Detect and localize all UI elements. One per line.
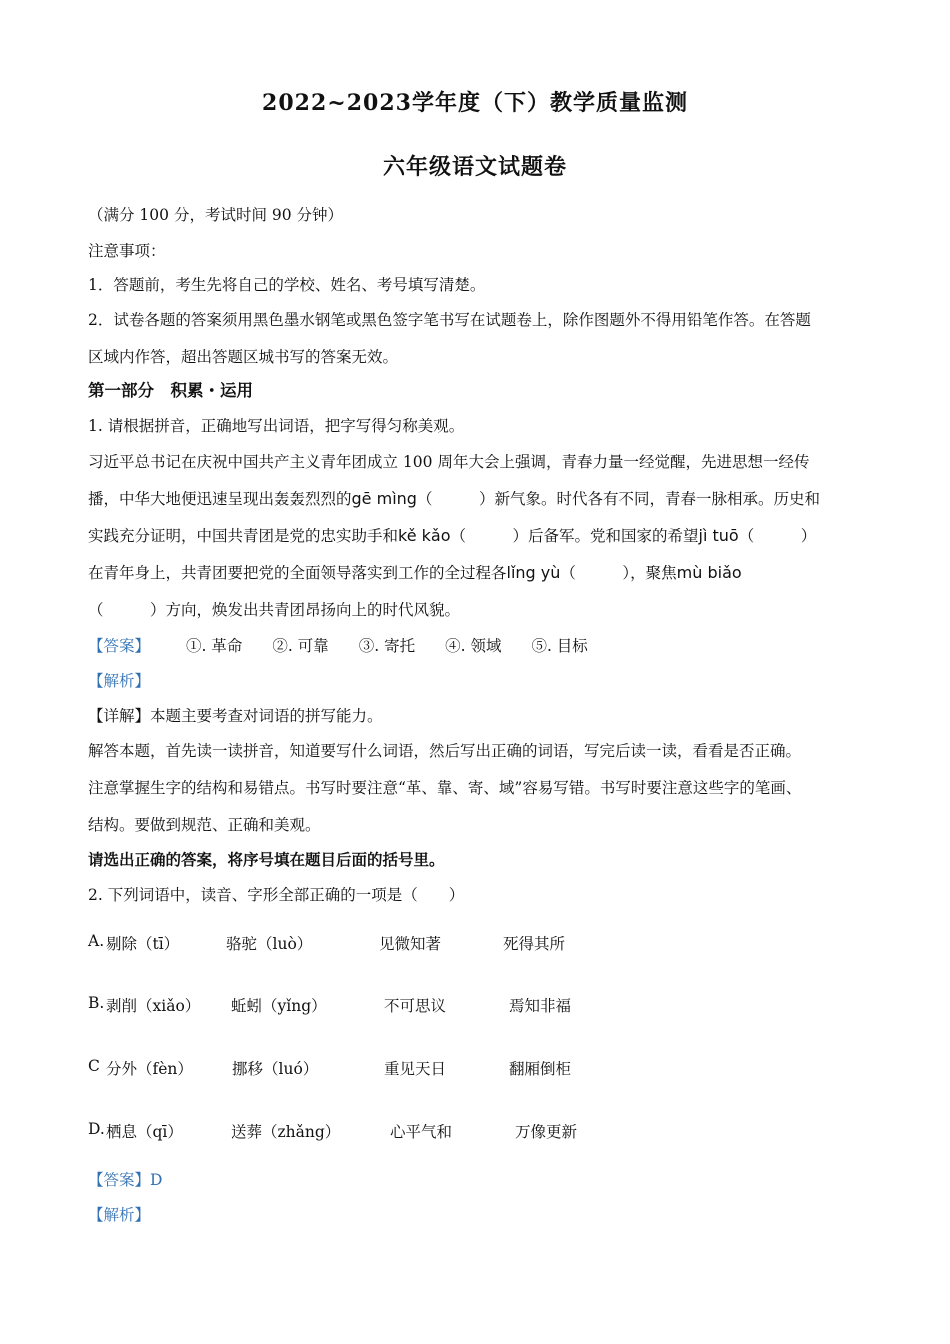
- answer-blank-4[interactable]: （ ），聚焦: [560, 564, 677, 582]
- detail-text: 本题主要考查对词语的拼写能力。: [150, 707, 383, 725]
- answer-blank-3[interactable]: （ ）: [738, 527, 817, 545]
- pinyin-mubiao: mù biǎo: [676, 563, 742, 582]
- text-segment: 在青年身上，共青团要把党的全面领导落实到工作的全过程各: [88, 564, 507, 582]
- q1-paragraph-line-3: [88, 526, 816, 546]
- q1-detail: [88, 706, 383, 726]
- pinyin-kekao: kě kǎo: [398, 526, 451, 545]
- answer-item: ②. 可靠: [272, 637, 329, 655]
- option-word-2: 骆驼（luò）: [226, 935, 313, 953]
- answer-item: ④. 领域: [445, 637, 502, 655]
- pinyin-geming: gē mìng: [351, 489, 417, 508]
- q1-paragraph-line-4: [88, 563, 742, 583]
- text-segment: 播，中华大地便迅速呈现出轰轰烈烈的: [88, 490, 352, 508]
- notice-item-2-cont: 区域内作答，超出答题区城书写的答案无效。: [88, 348, 399, 366]
- option-word-4: 焉知非福: [509, 997, 572, 1015]
- answer-item: ③. 寄托: [358, 637, 416, 655]
- option-label: A.: [88, 932, 105, 950]
- answer-blank-1[interactable]: （ ）新气象。时代各有不同，青春一脉相承。历史和: [416, 490, 820, 508]
- notice-heading: 注意事项：: [88, 242, 166, 260]
- option-word-2: 送葬（zhǎng）: [231, 1123, 341, 1141]
- option-word-4: 死得其所: [503, 935, 566, 953]
- option-word-3: 不可思议: [384, 997, 447, 1015]
- answer-label: 【答案】: [88, 1171, 151, 1189]
- answer-item: ⑤. 目标: [531, 637, 588, 655]
- option-word-3: 心平气和: [390, 1123, 453, 1141]
- option-word-1: 剔除（tī）: [106, 935, 180, 953]
- option-word-2: 挪移（luó）: [232, 1060, 319, 1078]
- section-heading: 第一部分 积累・运用: [88, 381, 253, 400]
- answer-label: 【答案】: [88, 637, 151, 655]
- text-segment: 实践充分证明，中国共青团是党的忠实助手和: [88, 527, 399, 545]
- option-word-1: 分外（fèn）: [106, 1060, 193, 1078]
- score-time-note: （满分 100 分，考试时间 90 分钟）: [88, 206, 344, 224]
- q1-paragraph-line-1: 习近平总书记在庆祝中国共产主义青年团成立 100 周年大会上强调，青春力量一经觉醒，先进思想一经传: [88, 453, 810, 471]
- option-word-3: 重见天日: [384, 1060, 447, 1078]
- option-word-4: 万像更新: [515, 1123, 578, 1141]
- answer-blank-5-line[interactable]: （ ）方向，焕发出共青团昂扬向上的时代风貌。: [88, 601, 461, 619]
- q1-explanation-1: 解答本题，首先读一读拼音，知道要写什么词语，然后写出正确的词语，写完后读一读，看看是否正确。: [88, 742, 802, 760]
- q1-explanation-3: 结构。要做到规范、正确和美观。: [88, 816, 321, 834]
- answer-blank-2[interactable]: （ ）后备军。党和国家的希望: [450, 527, 699, 545]
- answer-value: D: [150, 1171, 163, 1189]
- option-word-1: 剥削（xiǎo）: [106, 997, 201, 1015]
- option-word-1: 栖息（qī）: [106, 1123, 183, 1141]
- option-label: D.: [88, 1120, 105, 1138]
- q1-answer: [88, 636, 618, 656]
- detail-label: 【详解】: [88, 707, 151, 725]
- notice-item-2: 2．试卷各题的答案须用黑色墨水钢笔或黑色签字笔书写在试题卷上，除作图题外不得用铅笔作答。在答题: [88, 311, 811, 329]
- q1-paragraph-line-2: [88, 489, 820, 509]
- exam-title: 2022~2023学年度（下）教学质量监测: [262, 90, 688, 116]
- q2-prompt: 2. 下列词语中，读音、字形全部正确的一项是（ ）: [88, 886, 465, 904]
- instruction: 请选出正确的答案，将序号填在题目后面的括号里。: [88, 850, 445, 869]
- q1-explanation-2: 注意掌握生字的结构和易错点。书写时要注意“革、靠、寄、域”容易写错。书写时要注意这些字的笔画、: [88, 779, 802, 797]
- q2-analysis-label: 【解析】: [88, 1206, 151, 1224]
- exam-subtitle: 六年级语文试题卷: [382, 154, 567, 180]
- q2-answer: [88, 1170, 162, 1190]
- option-label: C: [88, 1057, 100, 1075]
- option-word-2: 蚯蚓（yǐng）: [231, 997, 327, 1015]
- option-word-4: 翻厢倒柜: [509, 1060, 572, 1078]
- answer-item: ①. 革命: [186, 637, 243, 655]
- notice-item-1: 1．答题前，考生先将自己的学校、姓名、考号填写清楚。: [88, 276, 486, 294]
- pinyin-jituo: jì tuō: [698, 526, 739, 545]
- option-word-3: 见微知著: [379, 935, 442, 953]
- q1-analysis-label: 【解析】: [88, 672, 151, 690]
- pinyin-lingyu: lǐng yù: [506, 563, 561, 582]
- q1-prompt: 1. 请根据拼音，正确地写出词语，把字写得匀称美观。: [88, 417, 465, 435]
- option-label: B.: [88, 994, 105, 1012]
